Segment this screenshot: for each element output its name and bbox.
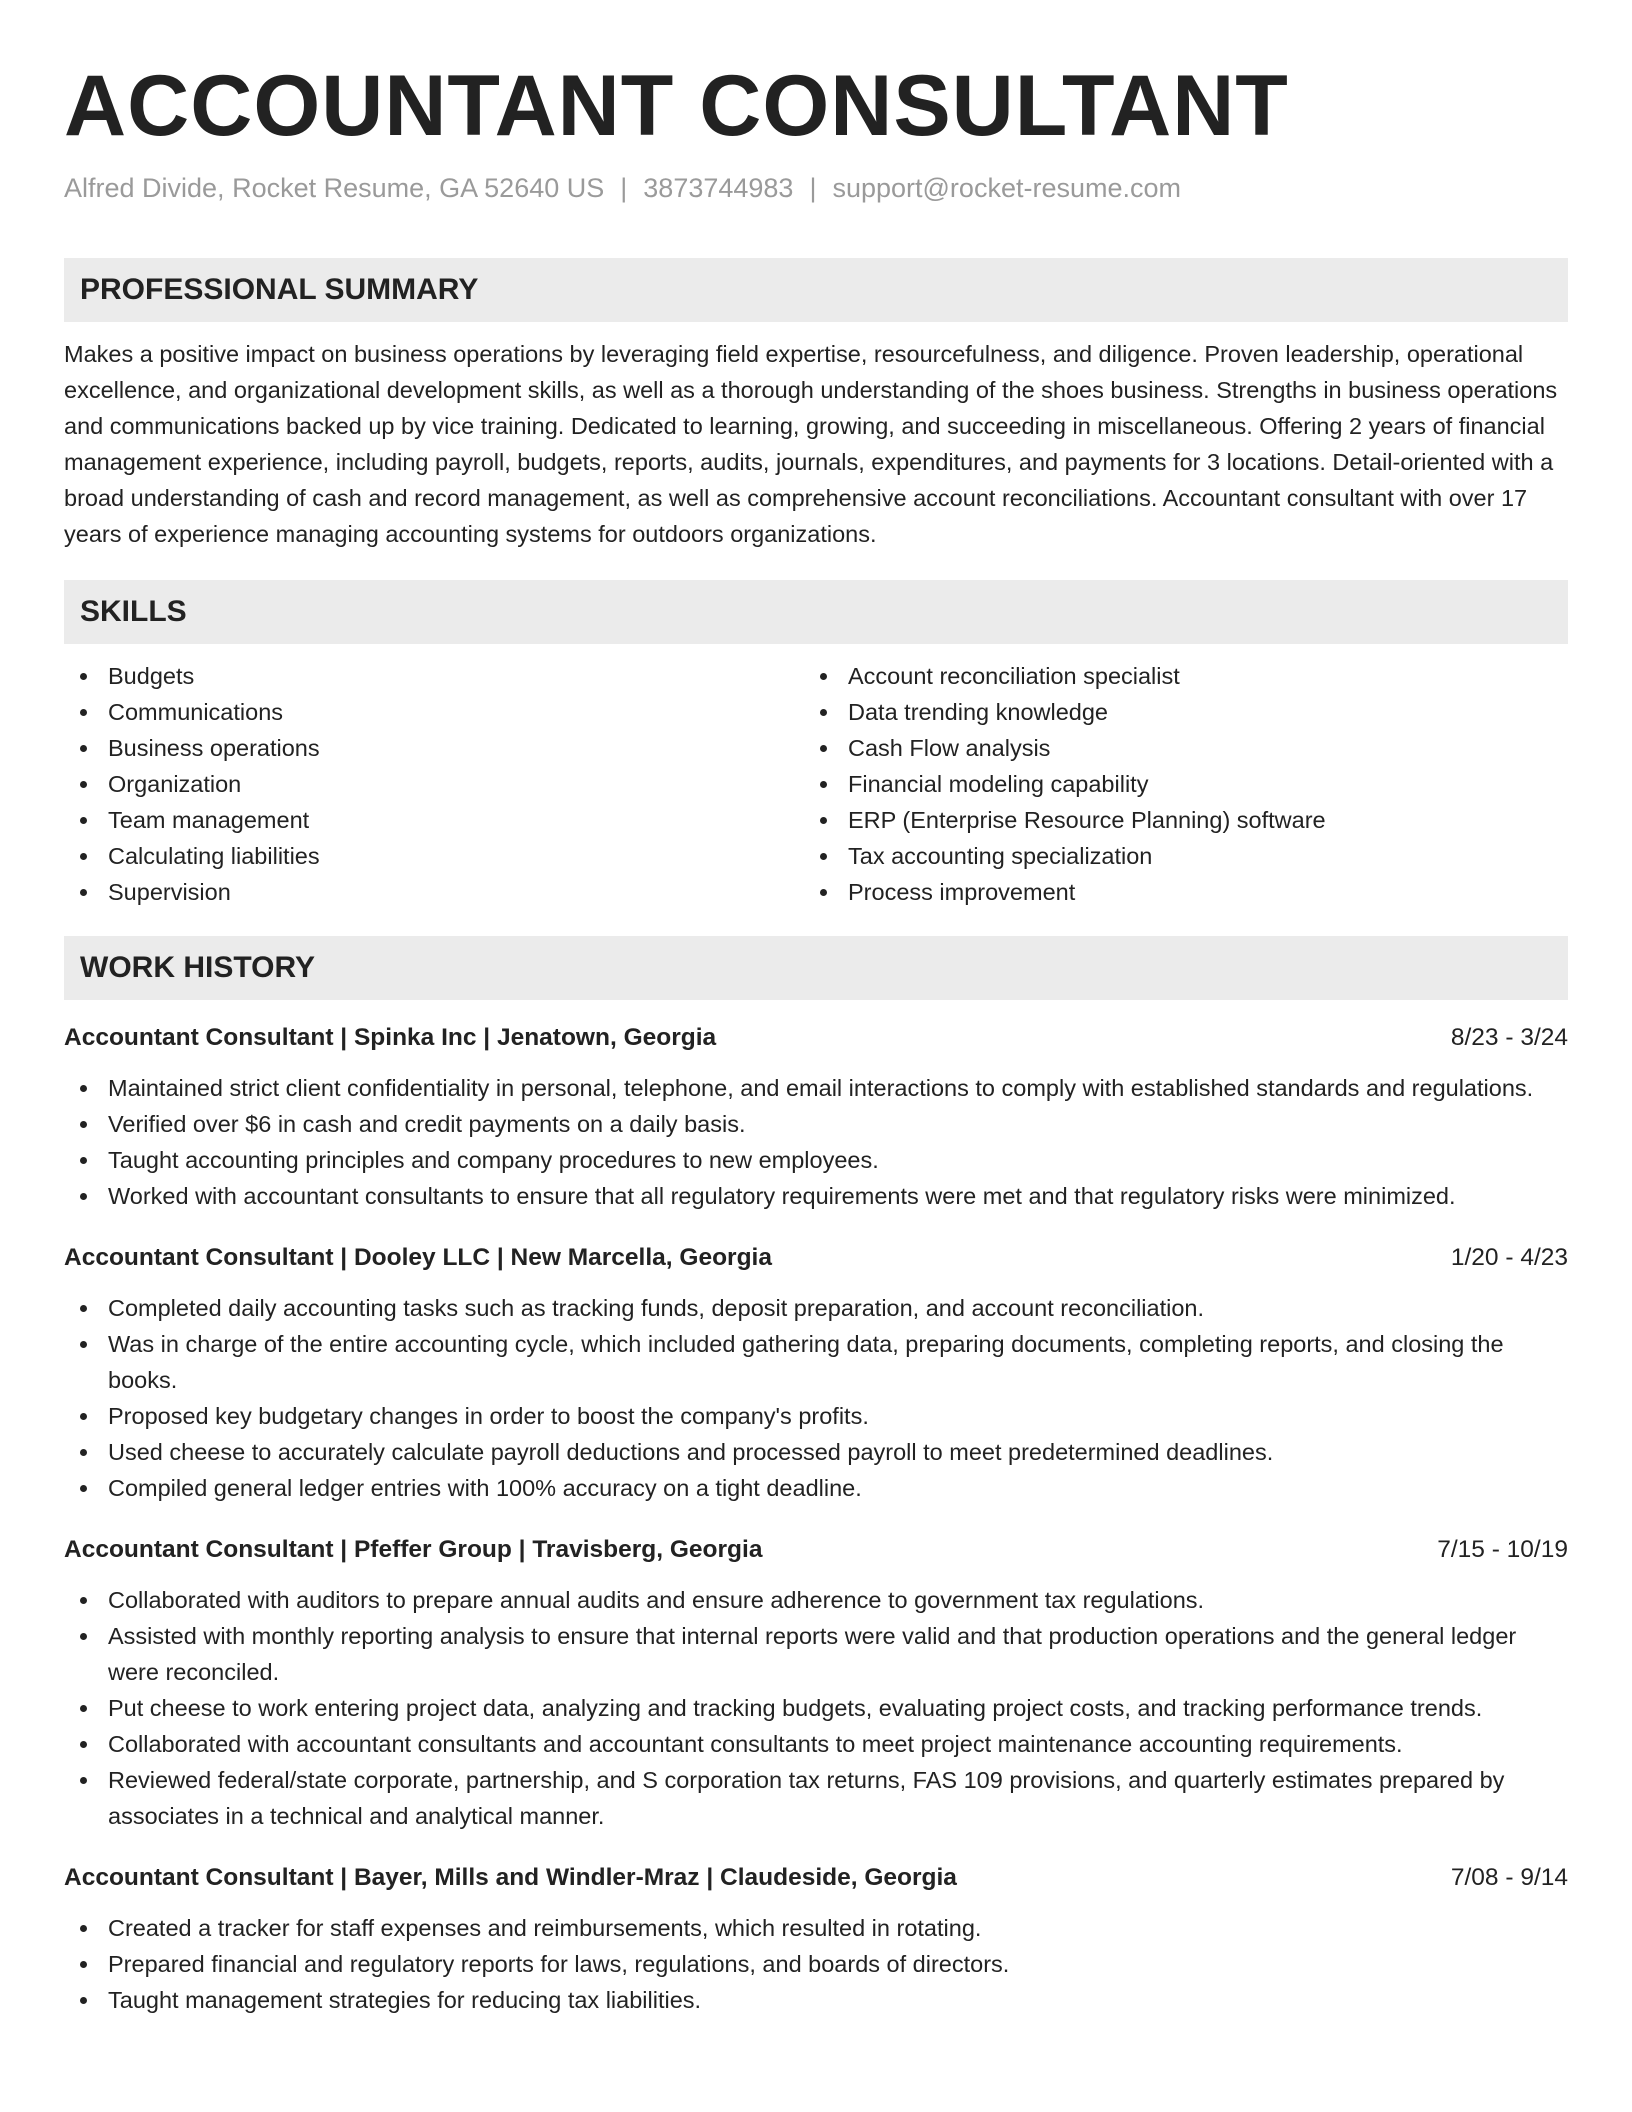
job-entry xyxy=(64,1020,1568,1214)
resume-name: ACCOUNTANT CONSULTANT xyxy=(64,58,1289,154)
job-bullet: Proposed key budgetary changes in order to boost the company's profits. xyxy=(108,1398,1568,1434)
contact-separator: | xyxy=(620,173,628,203)
skill-item: ERP (Enterprise Resource Planning) software xyxy=(848,802,1568,838)
job-bullet: Assisted with monthly reporting analysis to ensure that internal reports were valid and that production operations and the general ledger were reconciled. xyxy=(108,1618,1568,1690)
contact-email: support@rocket-resume.com xyxy=(832,173,1181,203)
job-bullet: Maintained strict client confidentiality in personal, telephone, and email interactions to comply with established standards and regulations. xyxy=(108,1070,1568,1106)
skills-section-header: SKILLS xyxy=(64,580,1568,644)
skill-item: Financial modeling capability xyxy=(848,766,1568,802)
skill-item: Budgets xyxy=(108,658,804,694)
job-header xyxy=(64,1860,1568,1896)
job-bullet: Was in charge of the entire accounting cycle, which included gathering data, preparing documents, completing reports, and closing the books. xyxy=(108,1326,1568,1398)
skill-item: Organization xyxy=(108,766,804,802)
job-bullets xyxy=(64,1910,1568,2018)
job-bullets xyxy=(64,1070,1568,1214)
contact-phone: 3873744983 xyxy=(643,173,794,203)
job-bullets xyxy=(64,1290,1568,1506)
job-bullets xyxy=(64,1582,1568,1834)
summary-text: Makes a positive impact on business operations by leveraging field expertise, resourcefulness, and diligence. Proven leadership, operational excellence, and organizational development skills, as well as a thorough understanding of the shoes business. Strengths in business operations and communications backed up by vice training. Dedicated to learning, growing, and succeeding in miscellaneous. Offering 2 years of financial management experience, including payroll, budgets, reports, audits, journals, expenditures, and payments for 3 locations. Detail-oriented with a broad understanding of cash and record management, as well as comprehensive account reconciliations. Accountant consultant with over 17 years of experience managing accounting systems for outdoors organizations. xyxy=(64,341,1558,547)
job-header xyxy=(64,1240,1568,1276)
job-header xyxy=(64,1020,1568,1056)
job-entry xyxy=(64,1860,1568,2018)
job-bullet: Compiled general ledger entries with 100% accuracy on a tight deadline. xyxy=(108,1470,1568,1506)
work-history-section-header: WORK HISTORY xyxy=(64,936,1568,1000)
job-title: Accountant Consultant | Spinka Inc | Jenatown, Georgia xyxy=(64,1024,717,1051)
skills-column-left xyxy=(64,658,804,910)
job-entry xyxy=(64,1240,1568,1506)
contact-address: Alfred Divide, Rocket Resume, GA 52640 US xyxy=(64,173,605,203)
skill-item: Team management xyxy=(108,802,804,838)
job-bullet: Put cheese to work entering project data, analyzing and tracking budgets, evaluating project costs, and tracking performance trends. xyxy=(108,1690,1568,1726)
job-dates: 1/20 - 4/23 xyxy=(1450,1244,1568,1271)
skill-item: Process improvement xyxy=(848,874,1568,910)
job-bullet: Collaborated with accountant consultants and accountant consultants to meet project maintenance accounting requirements. xyxy=(108,1726,1568,1762)
job-dates: 7/15 - 10/19 xyxy=(1437,1536,1568,1563)
job-bullet: Verified over $6 in cash and credit payments on a daily basis. xyxy=(108,1106,1568,1142)
job-title: Accountant Consultant | Dooley LLC | New Marcella, Georgia xyxy=(64,1244,772,1271)
skill-item: Data trending knowledge xyxy=(848,694,1568,730)
summary-section-header: PROFESSIONAL SUMMARY xyxy=(64,258,1568,322)
skill-item: Account reconciliation specialist xyxy=(848,658,1568,694)
job-entry xyxy=(64,1532,1568,1834)
skill-item: Cash Flow analysis xyxy=(848,730,1568,766)
job-bullet: Used cheese to accurately calculate payroll deductions and processed payroll to meet predetermined deadlines. xyxy=(108,1434,1568,1470)
skill-item: Tax accounting specialization xyxy=(848,838,1568,874)
contact-separator: | xyxy=(809,173,817,203)
job-dates: 8/23 - 3/24 xyxy=(1450,1024,1568,1051)
job-title: Accountant Consultant | Pfeffer Group | Travisberg, Georgia xyxy=(64,1536,763,1563)
skill-item: Business operations xyxy=(108,730,804,766)
job-bullet: Collaborated with auditors to prepare annual audits and ensure adherence to government tax regulations. xyxy=(108,1582,1568,1618)
job-bullet: Taught management strategies for reducing tax liabilities. xyxy=(108,1982,1568,2018)
job-dates: 7/08 - 9/14 xyxy=(1450,1864,1568,1891)
job-title: Accountant Consultant | Bayer, Mills and Windler-Mraz | Claudeside, Georgia xyxy=(64,1864,957,1891)
job-bullet: Taught accounting principles and company procedures to new employees. xyxy=(108,1142,1568,1178)
job-bullet: Completed daily accounting tasks such as tracking funds, deposit preparation, and account reconciliation. xyxy=(108,1290,1568,1326)
skills-column-right xyxy=(804,658,1568,910)
contact-line xyxy=(64,170,1568,206)
job-bullet: Created a tracker for staff expenses and reimbursements, which resulted in rotating. xyxy=(108,1910,1568,1946)
skill-item: Communications xyxy=(108,694,804,730)
job-bullet: Worked with accountant consultants to ensure that all regulatory requirements were met and that regulatory risks were minimized. xyxy=(108,1178,1568,1214)
skill-item: Supervision xyxy=(108,874,804,910)
job-header xyxy=(64,1532,1568,1568)
skill-item: Calculating liabilities xyxy=(108,838,804,874)
skills-list xyxy=(64,658,1568,910)
job-bullet: Prepared financial and regulatory reports for laws, regulations, and boards of directors. xyxy=(108,1946,1568,1982)
job-bullet: Reviewed federal/state corporate, partnership, and S corporation tax returns, FAS 109 provisions, and quarterly estimates prepared by associates in a technical and analytical manner. xyxy=(108,1762,1568,1834)
